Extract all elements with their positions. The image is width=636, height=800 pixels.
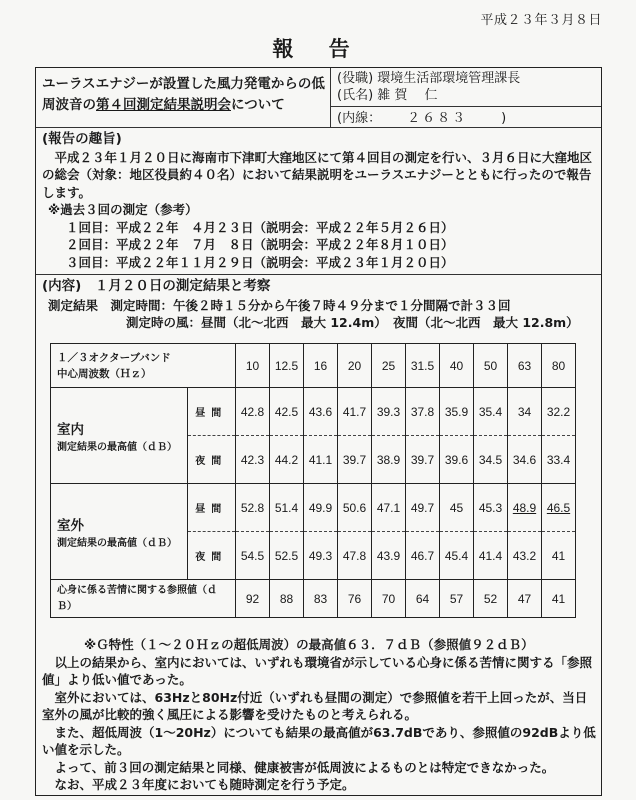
- value-cell: [542, 388, 576, 436]
- value-text: 52.5: [274, 548, 299, 563]
- measurement-time: 測定結果 測定時間：午後２時１５分から午後７時４９分まで１分間隔で計３３回: [48, 297, 511, 313]
- time-of-day-label: 夜間: [187, 532, 235, 580]
- value-text: 42.3: [240, 452, 265, 467]
- summary-heading: (報告の趣旨): [42, 131, 122, 147]
- value-cell: [270, 484, 304, 532]
- extension-label: (内線：: [337, 111, 382, 126]
- reference-value-cell: 70: [372, 580, 406, 618]
- value-text: 45.3: [478, 500, 503, 515]
- value-cell: [440, 484, 474, 532]
- value-cell: [304, 436, 338, 484]
- frequency-header-cell: 50: [474, 344, 508, 388]
- time-of-day-label: 昼間: [187, 484, 235, 532]
- value-text: 50.6: [342, 500, 367, 515]
- group-name: 室内: [57, 422, 84, 438]
- note-paragraph: 以上の結果から、室内においては、いずれも環境省が示している心身に係る苦情に関する「参照値」より低い値であった。: [42, 654, 593, 687]
- frequency-header-cell: 31.5: [406, 344, 440, 388]
- summary-body: 平成２３年１月２０日に海南市下津町大窪地区にて第４回目の測定を行い、３月６日に大窪地区の総会（対象：地区役員約４０名）において結果説明をユーラスエナジーとともに行ったので報告します。: [42, 149, 593, 200]
- value-cell: [474, 388, 508, 436]
- position-label: (役職): [337, 71, 374, 86]
- value-cell: [236, 436, 270, 484]
- value-cell: [508, 388, 542, 436]
- value-text: 43.9: [376, 548, 401, 563]
- divider: [36, 274, 601, 275]
- subject-prefix: 周波音の: [42, 97, 96, 113]
- group-label-cell: [51, 388, 188, 484]
- value-cell: [440, 436, 474, 484]
- header-label-line-2: 中心周波数（Ｈｚ）: [57, 367, 152, 380]
- value-cell: [338, 436, 372, 484]
- value-text: 44.2: [274, 452, 299, 467]
- note-paragraph: また、超低周波（1～20Hz）についても結果の最高値が63.7dBであり、参照値の92dBより低い値を示した。: [42, 724, 596, 757]
- value-cell: [542, 532, 576, 580]
- value-cell: [304, 532, 338, 580]
- reference-value-cell: 41: [542, 580, 576, 618]
- past-item: １回目：平成２２年 ４月２３日（説明会：平成２２年５月２６日）: [66, 219, 454, 235]
- value-text: 41.1: [308, 452, 333, 467]
- table-row: [51, 388, 576, 436]
- value-text: 43.6: [308, 404, 333, 419]
- frequency-header-cell: 63: [508, 344, 542, 388]
- header-label-line-1: １／３オクターブバンド: [57, 351, 171, 364]
- value-cell: [406, 436, 440, 484]
- value-text: 33.4: [546, 452, 571, 467]
- frequency-header-cell: 20: [338, 344, 372, 388]
- value-text: 34: [517, 404, 532, 419]
- past-item: ３回目：平成２２年１１月２９日（説明会：平成２３年１月２０日）: [66, 254, 454, 270]
- value-text: 47.8: [342, 548, 367, 563]
- value-text: 49.7: [410, 500, 435, 515]
- value-cell: [236, 388, 270, 436]
- value-cell: [372, 388, 406, 436]
- value-cell: [406, 388, 440, 436]
- value-text: 42.8: [240, 404, 265, 419]
- value-cell: [474, 532, 508, 580]
- reference-row: [51, 580, 576, 618]
- value-text: 35.9: [444, 404, 469, 419]
- value-text: 45.4: [444, 548, 469, 563]
- reference-value-cell: 83: [304, 580, 338, 618]
- value-cell: [270, 532, 304, 580]
- value-cell: [372, 532, 406, 580]
- value-cell: [406, 484, 440, 532]
- value-cell: [270, 388, 304, 436]
- subject-line-1: ユーラスエナジーが設置した風力発電からの低: [42, 76, 325, 92]
- reference-value-cell: 52: [474, 580, 508, 618]
- group-subtitle: 測定結果の最高値（ｄＢ）: [57, 538, 177, 549]
- value-cell: [304, 388, 338, 436]
- value-cell: [236, 532, 270, 580]
- name-value: 雑 賀 仁: [377, 88, 438, 103]
- group-label-cell: [51, 484, 188, 580]
- notes-section: [42, 636, 597, 794]
- value-text: 38.9: [376, 452, 401, 467]
- frequency-header-cell: 16: [304, 344, 338, 388]
- subject-suffix: について: [231, 97, 285, 113]
- value-text: 51.4: [274, 500, 299, 515]
- report-frame: [35, 67, 602, 796]
- value-text: 54.5: [240, 548, 265, 563]
- table-row: [51, 484, 576, 532]
- summary-section: [42, 131, 597, 271]
- g-note: ※Ｇ特性（１～２０Ｈｚの超低周波）の最高値６３．７ｄＢ（参照値９２ｄＢ）: [84, 637, 534, 652]
- reference-value-cell: 47: [508, 580, 542, 618]
- value-text: 41: [551, 548, 566, 563]
- reference-value-cell: 88: [270, 580, 304, 618]
- value-cell: [508, 532, 542, 580]
- frequency-header-cell: 80: [542, 344, 576, 388]
- value-cell: [474, 484, 508, 532]
- report-date: 平成２３年３月８日: [480, 13, 602, 28]
- value-text: 39.3: [376, 404, 401, 419]
- reference-value-cell: 57: [440, 580, 474, 618]
- report-title: 報 告: [272, 37, 364, 61]
- name-label: (氏名): [337, 88, 374, 103]
- time-of-day-label: 夜間: [187, 436, 235, 484]
- author-position: [337, 70, 601, 87]
- value-cell: [440, 532, 474, 580]
- frequency-header-cell: 40: [440, 344, 474, 388]
- value-cell: [372, 436, 406, 484]
- value-cell: [508, 484, 542, 532]
- author-extension: [331, 107, 601, 127]
- value-text: 45: [449, 500, 464, 515]
- value-cell: [474, 436, 508, 484]
- reference-label: 心身に係る苦情に関する参照値（ｄＢ）: [51, 580, 236, 618]
- value-cell: [542, 484, 576, 532]
- reference-value-cell: 64: [406, 580, 440, 618]
- value-text: 32.2: [546, 404, 571, 419]
- extension-close: ): [501, 111, 507, 126]
- measurement-wind: 測定時の風：昼間（北～北西 最大 12.4m） 夜間（北～北西 最大 12.8m）: [126, 315, 579, 330]
- value-text: 39.7: [342, 452, 367, 467]
- value-cell: [406, 532, 440, 580]
- value-cell: [338, 484, 372, 532]
- reference-value-cell: 92: [236, 580, 270, 618]
- time-of-day-label: 昼間: [187, 388, 235, 436]
- group-subtitle: 測定結果の最高値（ｄＢ）: [57, 442, 177, 453]
- subject-box: [36, 68, 331, 127]
- value-text: 46.7: [410, 548, 435, 563]
- frequency-header-label: [51, 344, 236, 388]
- note-paragraph: なお、平成２３年度においても随時測定を行う予定。: [54, 777, 355, 792]
- extension-value: ２６８３: [407, 111, 468, 126]
- value-text: 47.1: [376, 500, 401, 515]
- table-header-row: [51, 344, 576, 388]
- value-cell: [372, 484, 406, 532]
- value-text: 35.4: [478, 404, 503, 419]
- value-text: 48.9: [512, 500, 537, 515]
- note-paragraph: よって、前３回の測定結果と同様、健康被害が低周波によるものとは特定できなかった。: [54, 759, 555, 775]
- value-text: 37.8: [410, 404, 435, 419]
- content-heading: (内容) １月２０日の測定結果と考察: [42, 278, 271, 294]
- value-cell: [338, 532, 372, 580]
- frequency-header-cell: 10: [236, 344, 270, 388]
- value-text: 34.5: [478, 452, 503, 467]
- value-text: 41.4: [478, 548, 503, 563]
- value-text: 41.7: [342, 404, 367, 419]
- frequency-header-cell: 25: [372, 344, 406, 388]
- value-text: 42.5: [274, 404, 299, 419]
- value-text: 39.6: [444, 452, 469, 467]
- note-paragraph: 室外においては、63Hzと80Hz付近（いずれも昼間の測定）で参照値を若干上回ったが、当日室外の風が比較的強く風圧による影響を受けたものと考えられる。: [42, 689, 588, 722]
- frequency-header-cell: 12.5: [270, 344, 304, 388]
- value-cell: [440, 388, 474, 436]
- group-name: 室外: [57, 518, 84, 534]
- value-cell: [270, 436, 304, 484]
- value-text: 49.3: [308, 548, 333, 563]
- past-item: ２回目：平成２２年 ７月 ８日（説明会：平成２２年８月１０日）: [66, 237, 454, 252]
- results-table: [50, 343, 576, 618]
- content-section: [42, 278, 597, 332]
- value-text: 46.5: [546, 500, 571, 515]
- value-cell: [508, 436, 542, 484]
- author-box: [331, 68, 601, 127]
- value-text: 49.9: [308, 500, 333, 515]
- divider: [36, 127, 601, 128]
- value-text: 43.2: [512, 548, 537, 563]
- value-text: 52.8: [240, 500, 265, 515]
- past-title: ※過去３回の測定（参考）: [48, 202, 198, 217]
- value-cell: [236, 484, 270, 532]
- value-cell: [542, 436, 576, 484]
- position-value: 環境生活部環境管理課長: [377, 71, 521, 86]
- value-cell: [304, 484, 338, 532]
- author-name: [337, 87, 601, 104]
- value-text: 34.6: [512, 452, 537, 467]
- subject-emphasis: 第４回測定結果説明会: [96, 97, 231, 113]
- reference-value-cell: 76: [338, 580, 372, 618]
- subject-line-2: [42, 95, 330, 116]
- value-cell: [338, 388, 372, 436]
- value-text: 39.7: [410, 452, 435, 467]
